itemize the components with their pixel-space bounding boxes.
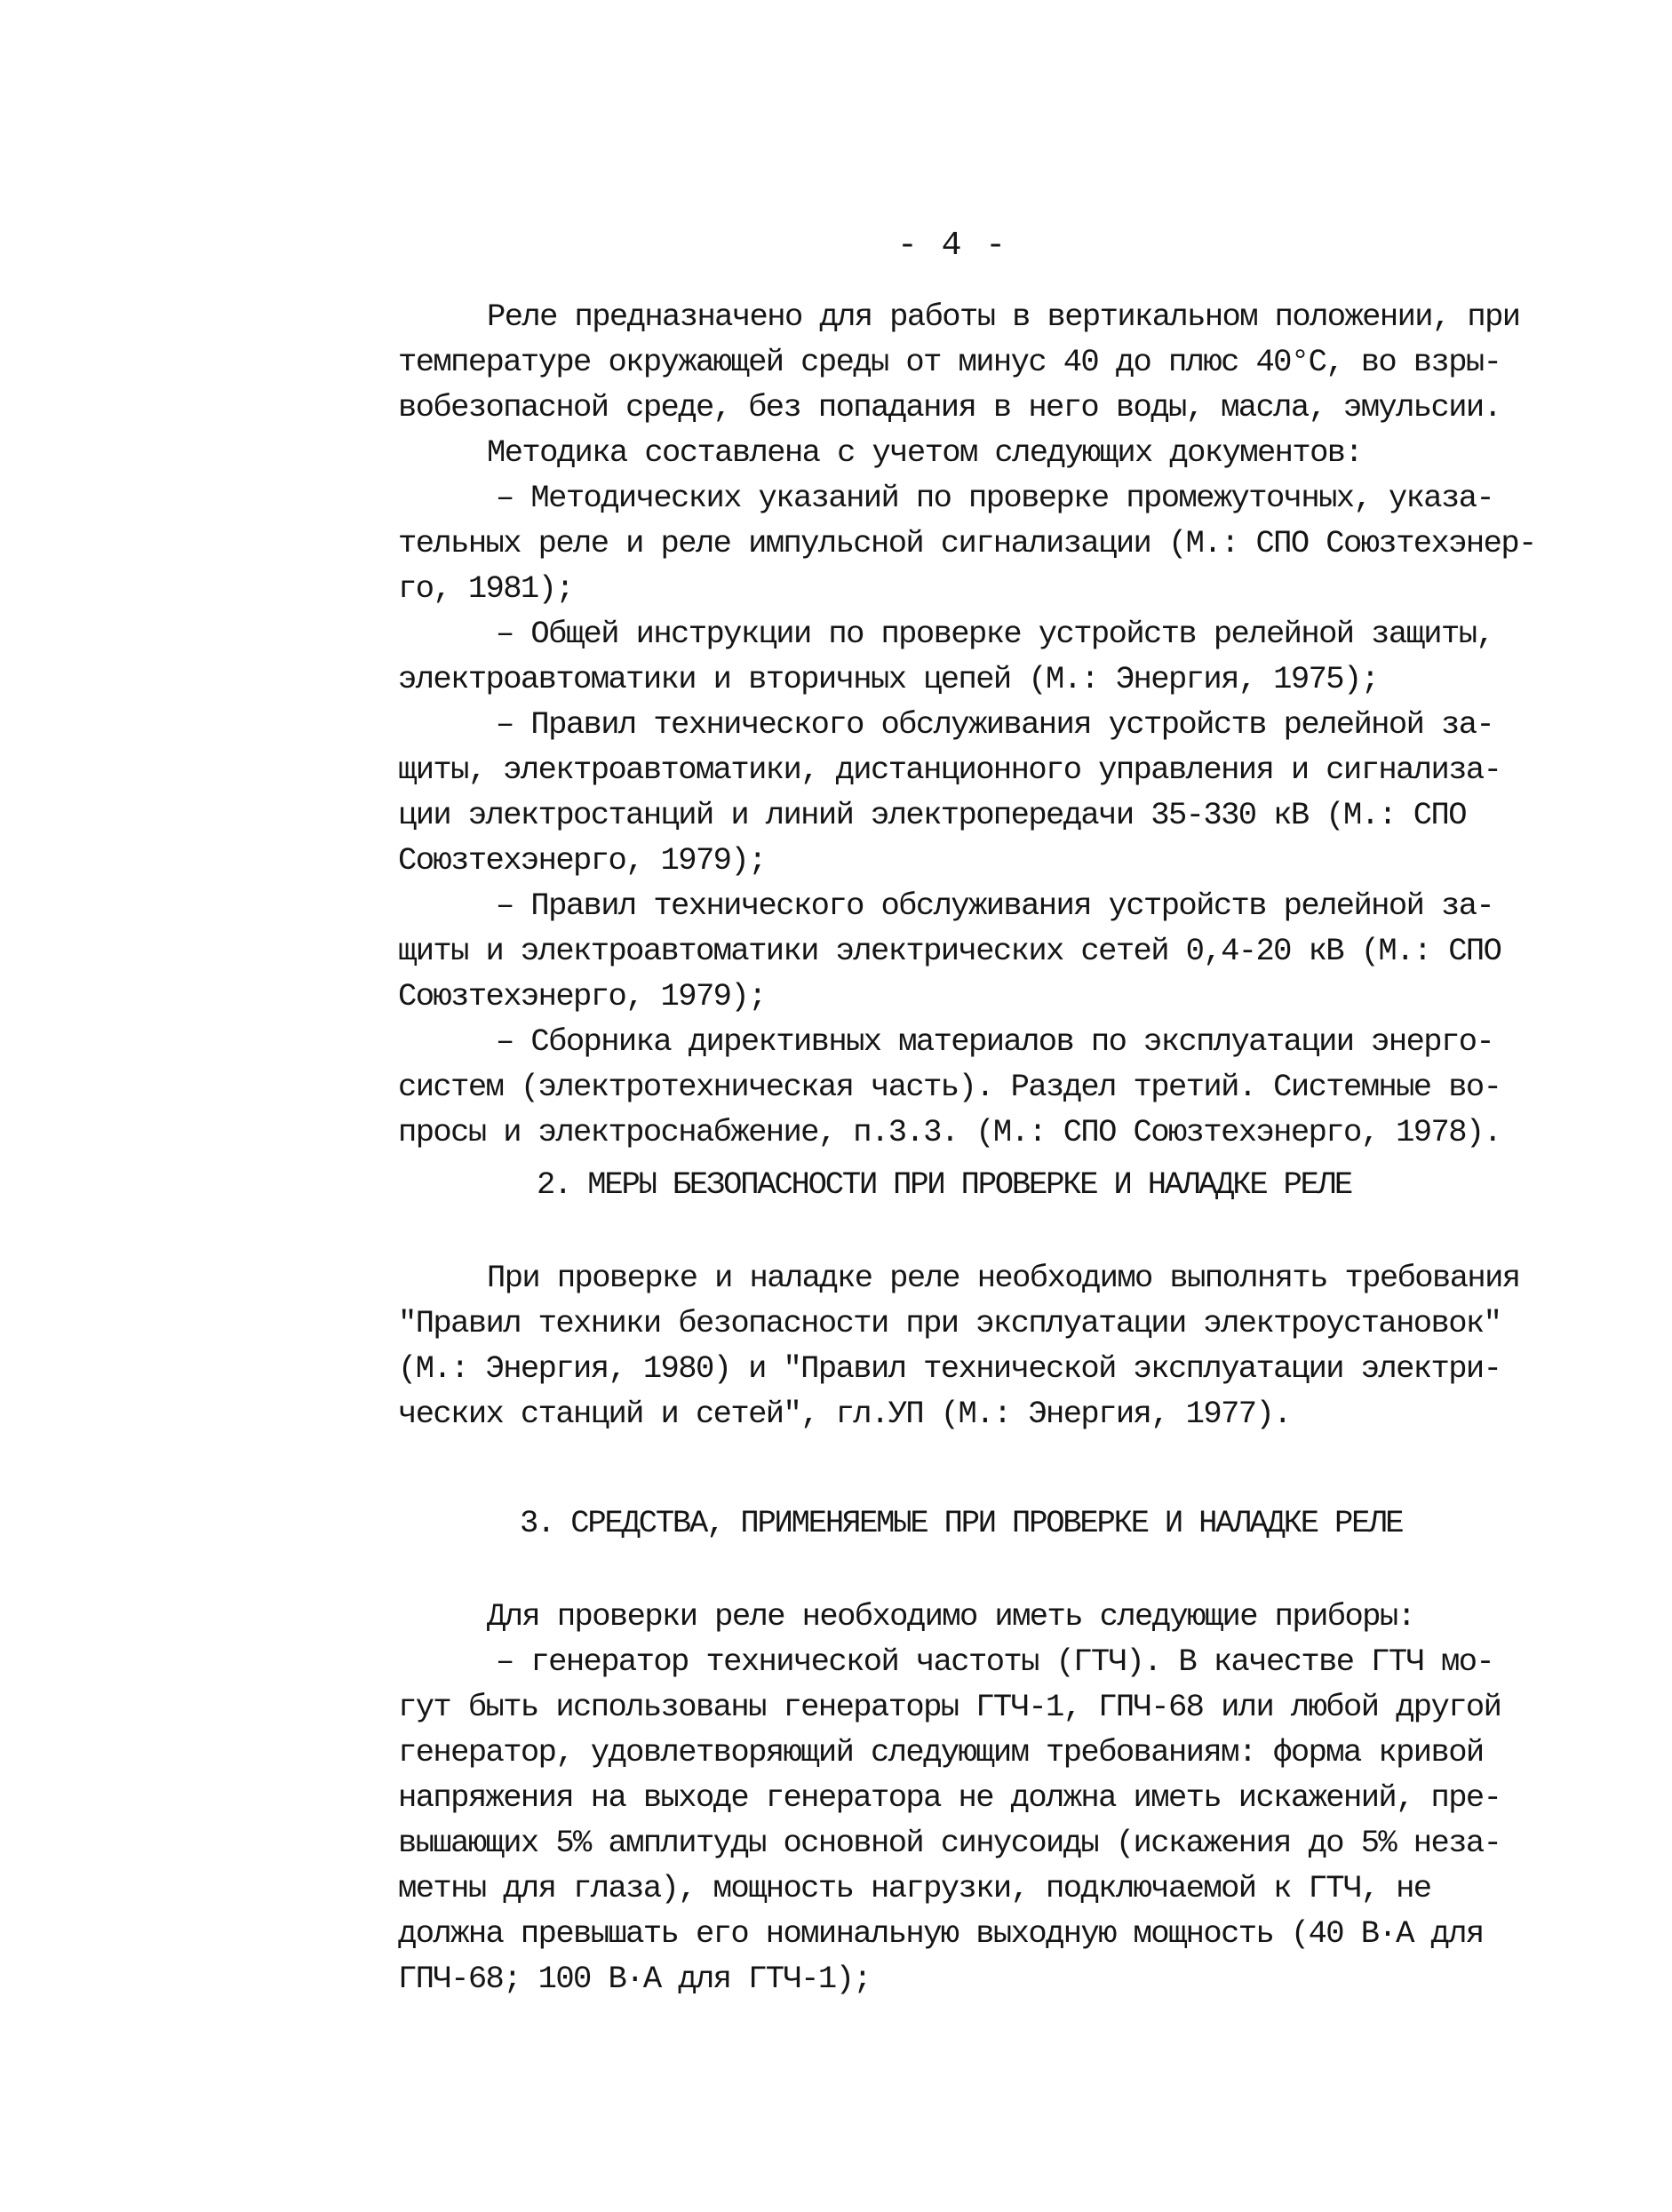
intro-paragraphs — [398, 294, 1536, 1155]
text-line: щиты и электроавтоматики электрических сетей 0,4-20 кВ (М.: СПО — [398, 933, 1501, 969]
text-line: метны для глаза), мощность нагрузки, подключаемой к ГТЧ, не — [398, 1870, 1431, 1906]
text-line: гут быть использованы генераторы ГТЧ-1, ГПЧ-68 или любой другой — [398, 1689, 1501, 1725]
text-line: ческих станций и сетей", гл.УП (М.: Энергия, 1977). — [398, 1396, 1291, 1432]
text-line: – Общей инструкции по проверке устройств релейной защиты, — [496, 616, 1494, 652]
text-line: (М.: Энергия, 1980) и "Правил технической эксплуатации электри- — [398, 1350, 1501, 1387]
text-line: Союзтехэнерго, 1979); — [398, 842, 766, 879]
text-line: температуре окружающей среды от минус 40 до плюс 40°С, во взры- — [398, 344, 1501, 380]
text-line: электроавтоматики и вторичных цепей (М.: Энергия, 1975); — [398, 661, 1379, 697]
text-line: Реле предназначено для работы в вертикальном положении, при — [487, 298, 1520, 335]
text-line: го, 1981); — [398, 570, 574, 607]
text-line: Методика составлена с учетом следующих документов: — [487, 434, 1363, 471]
text-line: – Сборника директивных материалов по эксплуатации энерго- — [496, 1023, 1494, 1060]
text-line: Для проверки реле необходимо иметь следующие приборы: — [487, 1598, 1415, 1635]
section-3-paragraph — [398, 1594, 1519, 2001]
text-line: – генератор технической частоты (ГТЧ). В качестве ГТЧ мо- — [496, 1643, 1494, 1680]
text-line: напряжения на выходе генератора не должна иметь искажений, пре- — [398, 1779, 1501, 1816]
section-2-heading: 2. МЕРЫ БЕЗОПАСНОСТИ ПРИ ПРОВЕРКЕ И НАЛАДКЕ РЕЛЕ — [537, 1166, 1351, 1203]
text-line: просы и электроснабжение, п.3.3. (М.: СПО Союзтехэнерго, 1978). — [398, 1114, 1501, 1150]
text-line: ГПЧ-68; 100 В·А для ГТЧ-1); — [398, 1961, 871, 1997]
text-line: должна превышать его номинальную выходную мощность (40 В·А для — [398, 1915, 1484, 1952]
text-line: "Правил техники безопасности при эксплуатации электроустановок" — [398, 1305, 1501, 1341]
text-line: – Методических указаний по проверке промежуточных, указа- — [496, 480, 1494, 516]
section-3-heading: 3. СРЕДСТВА, ПРИМЕНЯЕМЫЕ ПРИ ПРОВЕРКЕ И НАЛАДКЕ РЕЛЕ — [520, 1505, 1403, 1541]
page-number: - 4 - — [897, 227, 1008, 265]
text-line: вышающих 5% амплитуды основной синусоиды (искажения до 5% неза- — [398, 1825, 1501, 1861]
text-line: – Правил технического обслуживания устройств релейной за- — [496, 706, 1494, 743]
section-2-paragraph — [398, 1255, 1519, 1436]
text-line: При проверке и наладке реле необходимо выполнять требования — [487, 1260, 1520, 1296]
text-line: Союзтехэнерго, 1979); — [398, 978, 766, 1014]
text-line: тельных реле и реле импульсной сигнализации (М.: СПО Союзтехэнер- — [398, 525, 1536, 561]
text-line: щиты, электроавтоматики, дистанционного управления и сигнализа- — [398, 752, 1501, 788]
text-line: – Правил технического обслуживания устройств релейной за- — [496, 887, 1494, 924]
text-line: ции электростанций и линий электропередачи 35-330 кВ (М.: СПО — [398, 797, 1466, 833]
text-line: генератор, удовлетворяющий следующим требованиям: форма кривой — [398, 1734, 1484, 1770]
text-line: систем (электротехническая часть). Раздел третий. Системные во- — [398, 1069, 1501, 1105]
text-line: вобезопасной среде, без попадания в него воды, масла, эмульсии. — [398, 389, 1501, 426]
